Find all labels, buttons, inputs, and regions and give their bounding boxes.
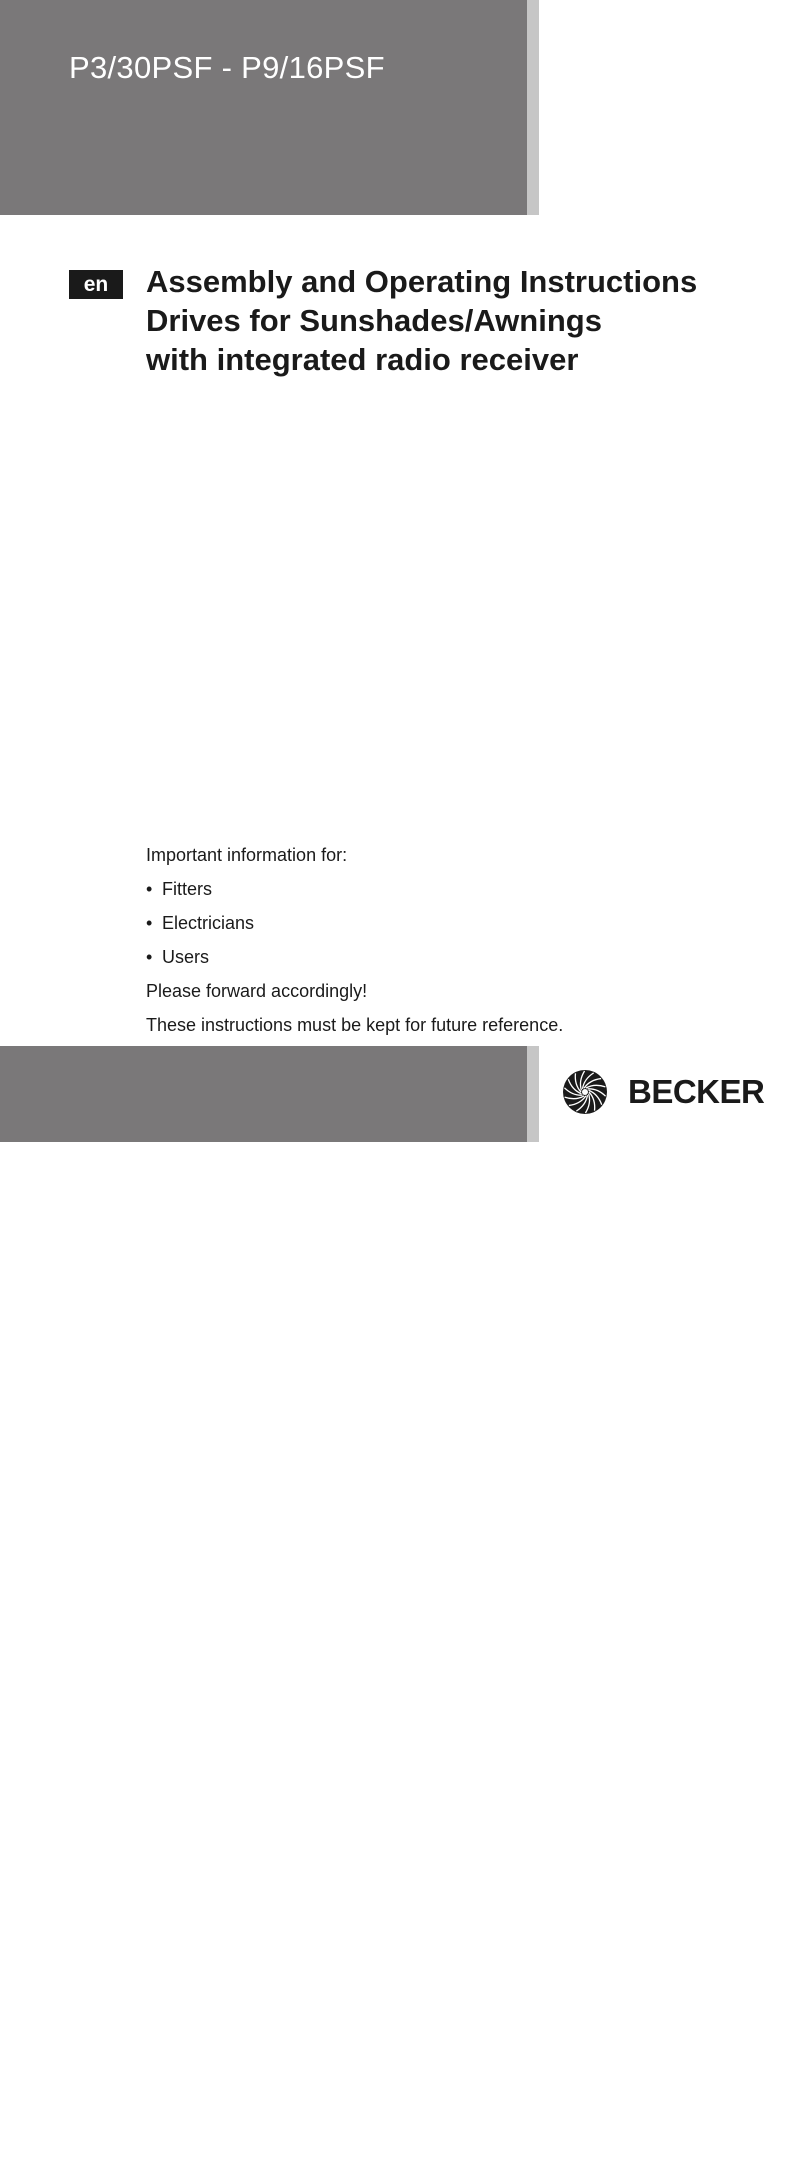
becker-emblem-icon [561,1069,609,1115]
header-stripe [527,0,539,215]
audience-label: Electricians [162,913,255,933]
audience-item [146,946,563,980]
keep-note: These instructions must be kept for future reference. [146,1015,564,1035]
company-city: 35764 Sinn/Germany [69,2131,202,2147]
audience-label: Users [162,947,210,967]
model-range-title: P3/30PSF - P9/16PSF [69,50,385,85]
document-title [146,262,697,379]
title-line-3: with integrated radio receiver [146,342,579,377]
company-address [69,2112,230,2166]
company-name: Becker-Antriebe GmbH [69,2113,214,2129]
brand-name: BECKER [628,1073,765,1110]
footer-band [0,1046,527,2165]
footer-stripe [527,1046,539,1142]
important-information [146,844,563,1048]
title-line-2: Drives for Sunshades/Awnings [146,303,602,338]
company-website[interactable]: www.becker-antriebe.com [69,2149,231,2165]
language-badge: en [69,270,123,299]
title-line-1: Assembly and Operating Instructions [146,264,698,299]
header-band [0,0,527,215]
bullet-icon: • [146,879,153,899]
audience-label: Fitters [162,879,213,899]
becker-logo [561,1069,773,1115]
forward-note: Please forward accordingly! [146,981,368,1001]
bullet-icon: • [146,947,153,967]
info-intro: Important information for: [146,845,348,865]
audience-item [146,878,563,912]
audience-item [146,912,563,946]
bullet-icon: • [146,913,153,933]
